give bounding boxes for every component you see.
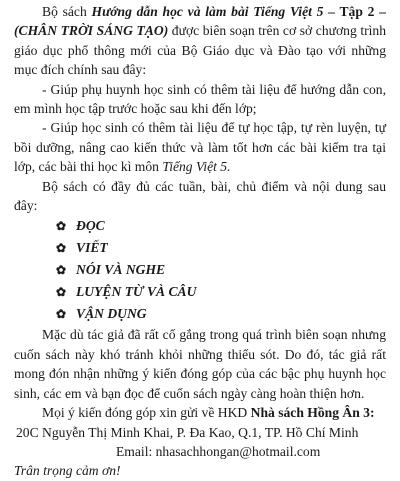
purpose-parents: - Giúp phụ huynh học sinh có thêm tài liệu để hướng dẫn con, em mình học tập trước hoặc sau khi đến lớp; — [14, 81, 386, 117]
section-item-noi-va-nghe — [56, 259, 386, 281]
section-label: VIẾT — [76, 240, 108, 256]
publisher-name: Nhà sách Hồng Ân 3 — [250, 405, 370, 421]
flower-bullet-icon: ✿ — [56, 219, 67, 234]
purpose-students — [14, 118, 386, 176]
subject-name: Tiếng Việt 5. — [162, 159, 231, 175]
contact-prefix: Mọi ý kiến đóng góp xin gửi về HKD — [42, 405, 251, 421]
intro-rest: được biên soạn trên cơ sở chương trình giáo dục phổ thông mới của Bộ Giáo dục và Đào tạo với những mục đích chính sau đây: — [14, 23, 387, 78]
intro-lead: Bộ sách — [42, 4, 92, 19]
contact-line — [14, 403, 386, 422]
flower-bullet-icon: ✿ — [56, 263, 67, 278]
section-list — [14, 215, 386, 325]
book-part: – Tập 2 – — [323, 4, 386, 19]
contact-colon: : — [369, 405, 375, 421]
flower-bullet-icon: ✿ — [56, 285, 67, 300]
section-item-doc — [56, 215, 386, 237]
flower-bullet-icon: ✿ — [56, 307, 67, 322]
publisher-address: 20C Nguyễn Thị Minh Khai, P. Đa Kao, Q.1, TP. Hồ Chí Minh — [16, 424, 359, 440]
section-item-luyen-tu-va-cau — [56, 281, 386, 303]
apology-paragraph: Mặc dù tác giả đã rất cố gắng trong quá trình biên soạn nhưng cuốn sách này khó tránh khỏi những thiếu sót. Do đó, tác giả rất mong đón nhận những ý kiến đóng góp của các bậc phụ huynh học sinh, các em và bạn đọc để cuốn sách ngày càng hoàn thiện hơn. — [14, 327, 386, 401]
section-item-van-dung — [56, 303, 386, 325]
contents-intro: Bộ sách có đầy đủ các tuần, bài, chủ điểm và nội dung sau đây: — [14, 178, 386, 214]
flower-bullet-icon: ✿ — [56, 241, 67, 256]
section-label: VẬN DỤNG — [76, 306, 147, 322]
section-label: LUYỆN TỪ VÀ CÂU — [76, 284, 197, 300]
book-title: Hướng dẫn học và làm bài Tiếng Việt 5 — [91, 4, 324, 19]
intro-paragraph — [14, 2, 386, 80]
section-item-viet — [56, 237, 386, 259]
section-label: NÓI VÀ NGHE — [76, 262, 166, 278]
book-series: (CHÂN TRỜI SÁNG TẠO) — [14, 23, 169, 39]
section-label: ĐỌC — [76, 218, 105, 234]
purpose-students-text: - Giúp học sinh có thêm tài liệu để tự học tập, tự rèn luyện, tự bồi dưỡng, nâng cao kiến thức và làm tốt hơn các bài kiểm tra tại lớp, các bài thi học kì môn — [14, 120, 386, 175]
publisher-email: Email: nhasachhongan@hotmail.com — [116, 443, 321, 459]
closing-line: Trân trọng cảm ơn! — [14, 463, 121, 479]
